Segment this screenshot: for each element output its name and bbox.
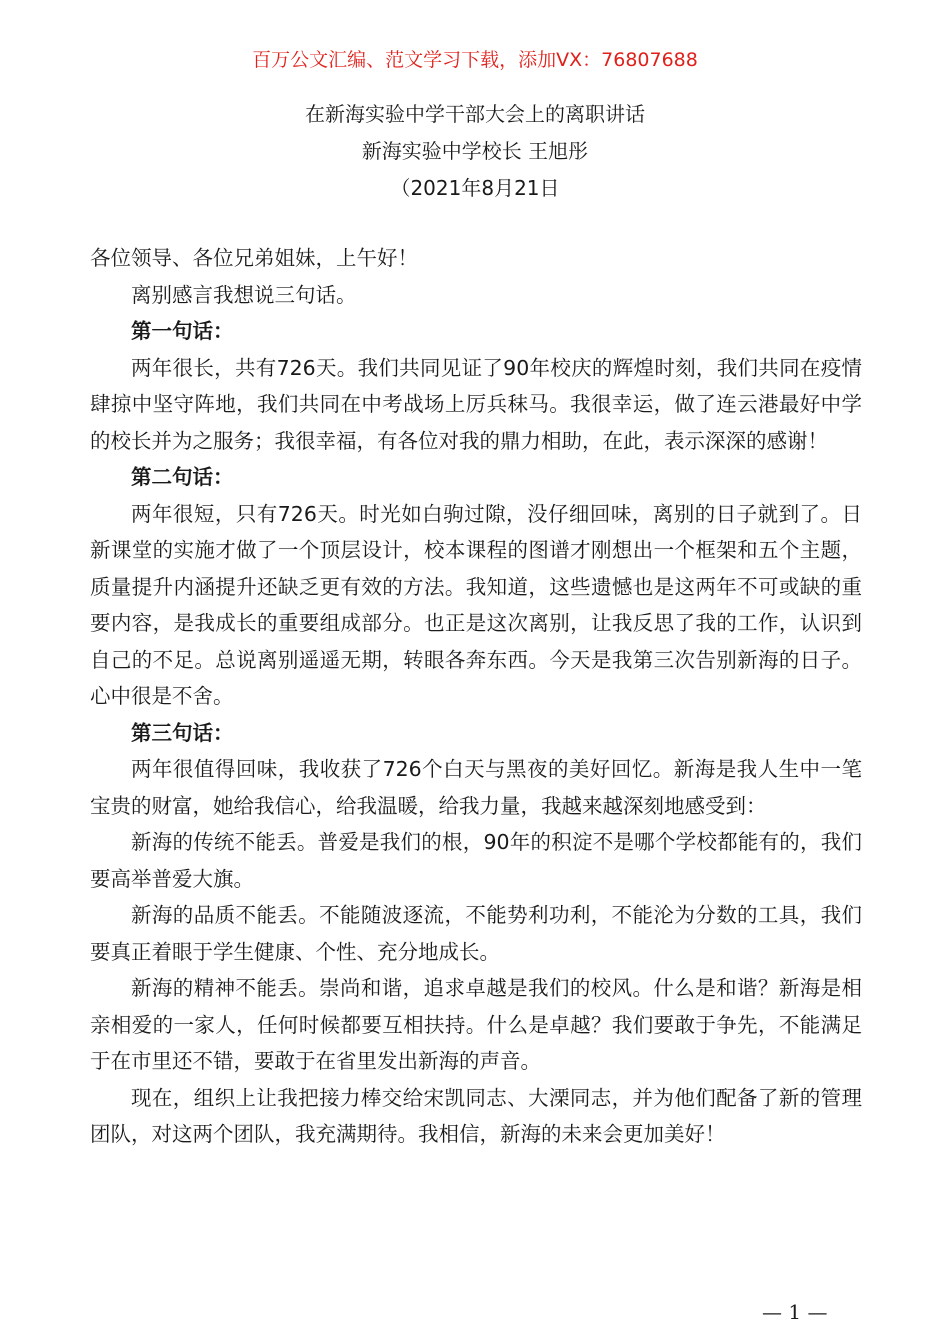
paragraph-5: 新海的品质不能丢。不能随波逐流，不能势利功利，不能沦为分数的工具，我们要真正着眼于学生健康、个性、充分地成长。 [90,903,862,964]
document-author: 新海实验中学校长 王旭彤 [361,139,589,163]
greeting: 各位领导、各位兄弟姐妹，上午好！ [90,246,418,270]
paragraph-3: 两年很值得回味，我收获了726个白天与黑夜的美好回忆。新海是我人生中一笔宝贵的财富，她给我信心，给我温暖，给我力量，我越来越深刻地感受到： [90,757,862,818]
paragraph-6: 新海的精神不能丢。崇尚和谐，追求卓越是我们的校风。什么是和谐？新海是相亲相爱的一家人，任何时候都要互相扶持。什么是卓越？我们要敢于争先，不能满足于在市里还不错，要敢于在省里发出新海的声音。 [90,976,862,1073]
intro-paragraph: 离别感言我想说三句话。 [131,282,357,307]
promo-banner: 百万公文汇编、范文学习下载，添加VX：76807688 [252,49,698,71]
paragraph-7: 现在，组织上让我把接力棒交给宋凯同志、大溧同志，并为他们配备了新的管理团队，对这两个团队，我充满期待。我相信，新海的未来会更加美好！ [90,1085,862,1146]
section-heading-1: 第一句话： [131,319,234,343]
document-header [0,96,950,207]
section-heading-3: 第三句话： [131,720,234,745]
document-title: 在新海实验中学干部大会上的离职讲话 [305,102,645,126]
speech-body [90,240,862,1153]
section-heading-2: 第二句话： [131,465,234,489]
document-date: （2021年8月21日 [390,176,560,200]
paragraph-4: 新海的传统不能丢。普爱是我们的根，90年的积淀不是哪个学校都能有的，我们要高举普爱大旗。 [90,830,862,891]
paragraph-1: 两年很长，共有726天。我们共同见证了90年校庆的辉煌时刻，我们共同在疫情肆掠中坚守阵地，我们共同在中考战场上厉兵秣马。我很幸运，做了连云港最好中学的校长并为之服务；我很幸福，有各位对我的鼎力相助，在此，表示深深的感谢！ [90,355,862,453]
page-number: — 1 — [762,1300,828,1324]
paragraph-2: 两年很短，只有726天。时光如白驹过隙，没仔细回味，离别的日子就到了。日新课堂的实施才做了一个顶层设计，校本课程的图谱才刚想出一个框架和五个主题，质量提升内涵提升还缺乏更有效的方法。我知道，这些遗憾也是这两年不可或缺的重要内容，是我成长的重要组成部分。也正是这次离别，让我反思了我的工作，认识到自己的不足。总说离别遥遥无期，转眼各奔东西。今天是我第三次告别新海的日子。心中很是不舍。 [90,501,862,708]
